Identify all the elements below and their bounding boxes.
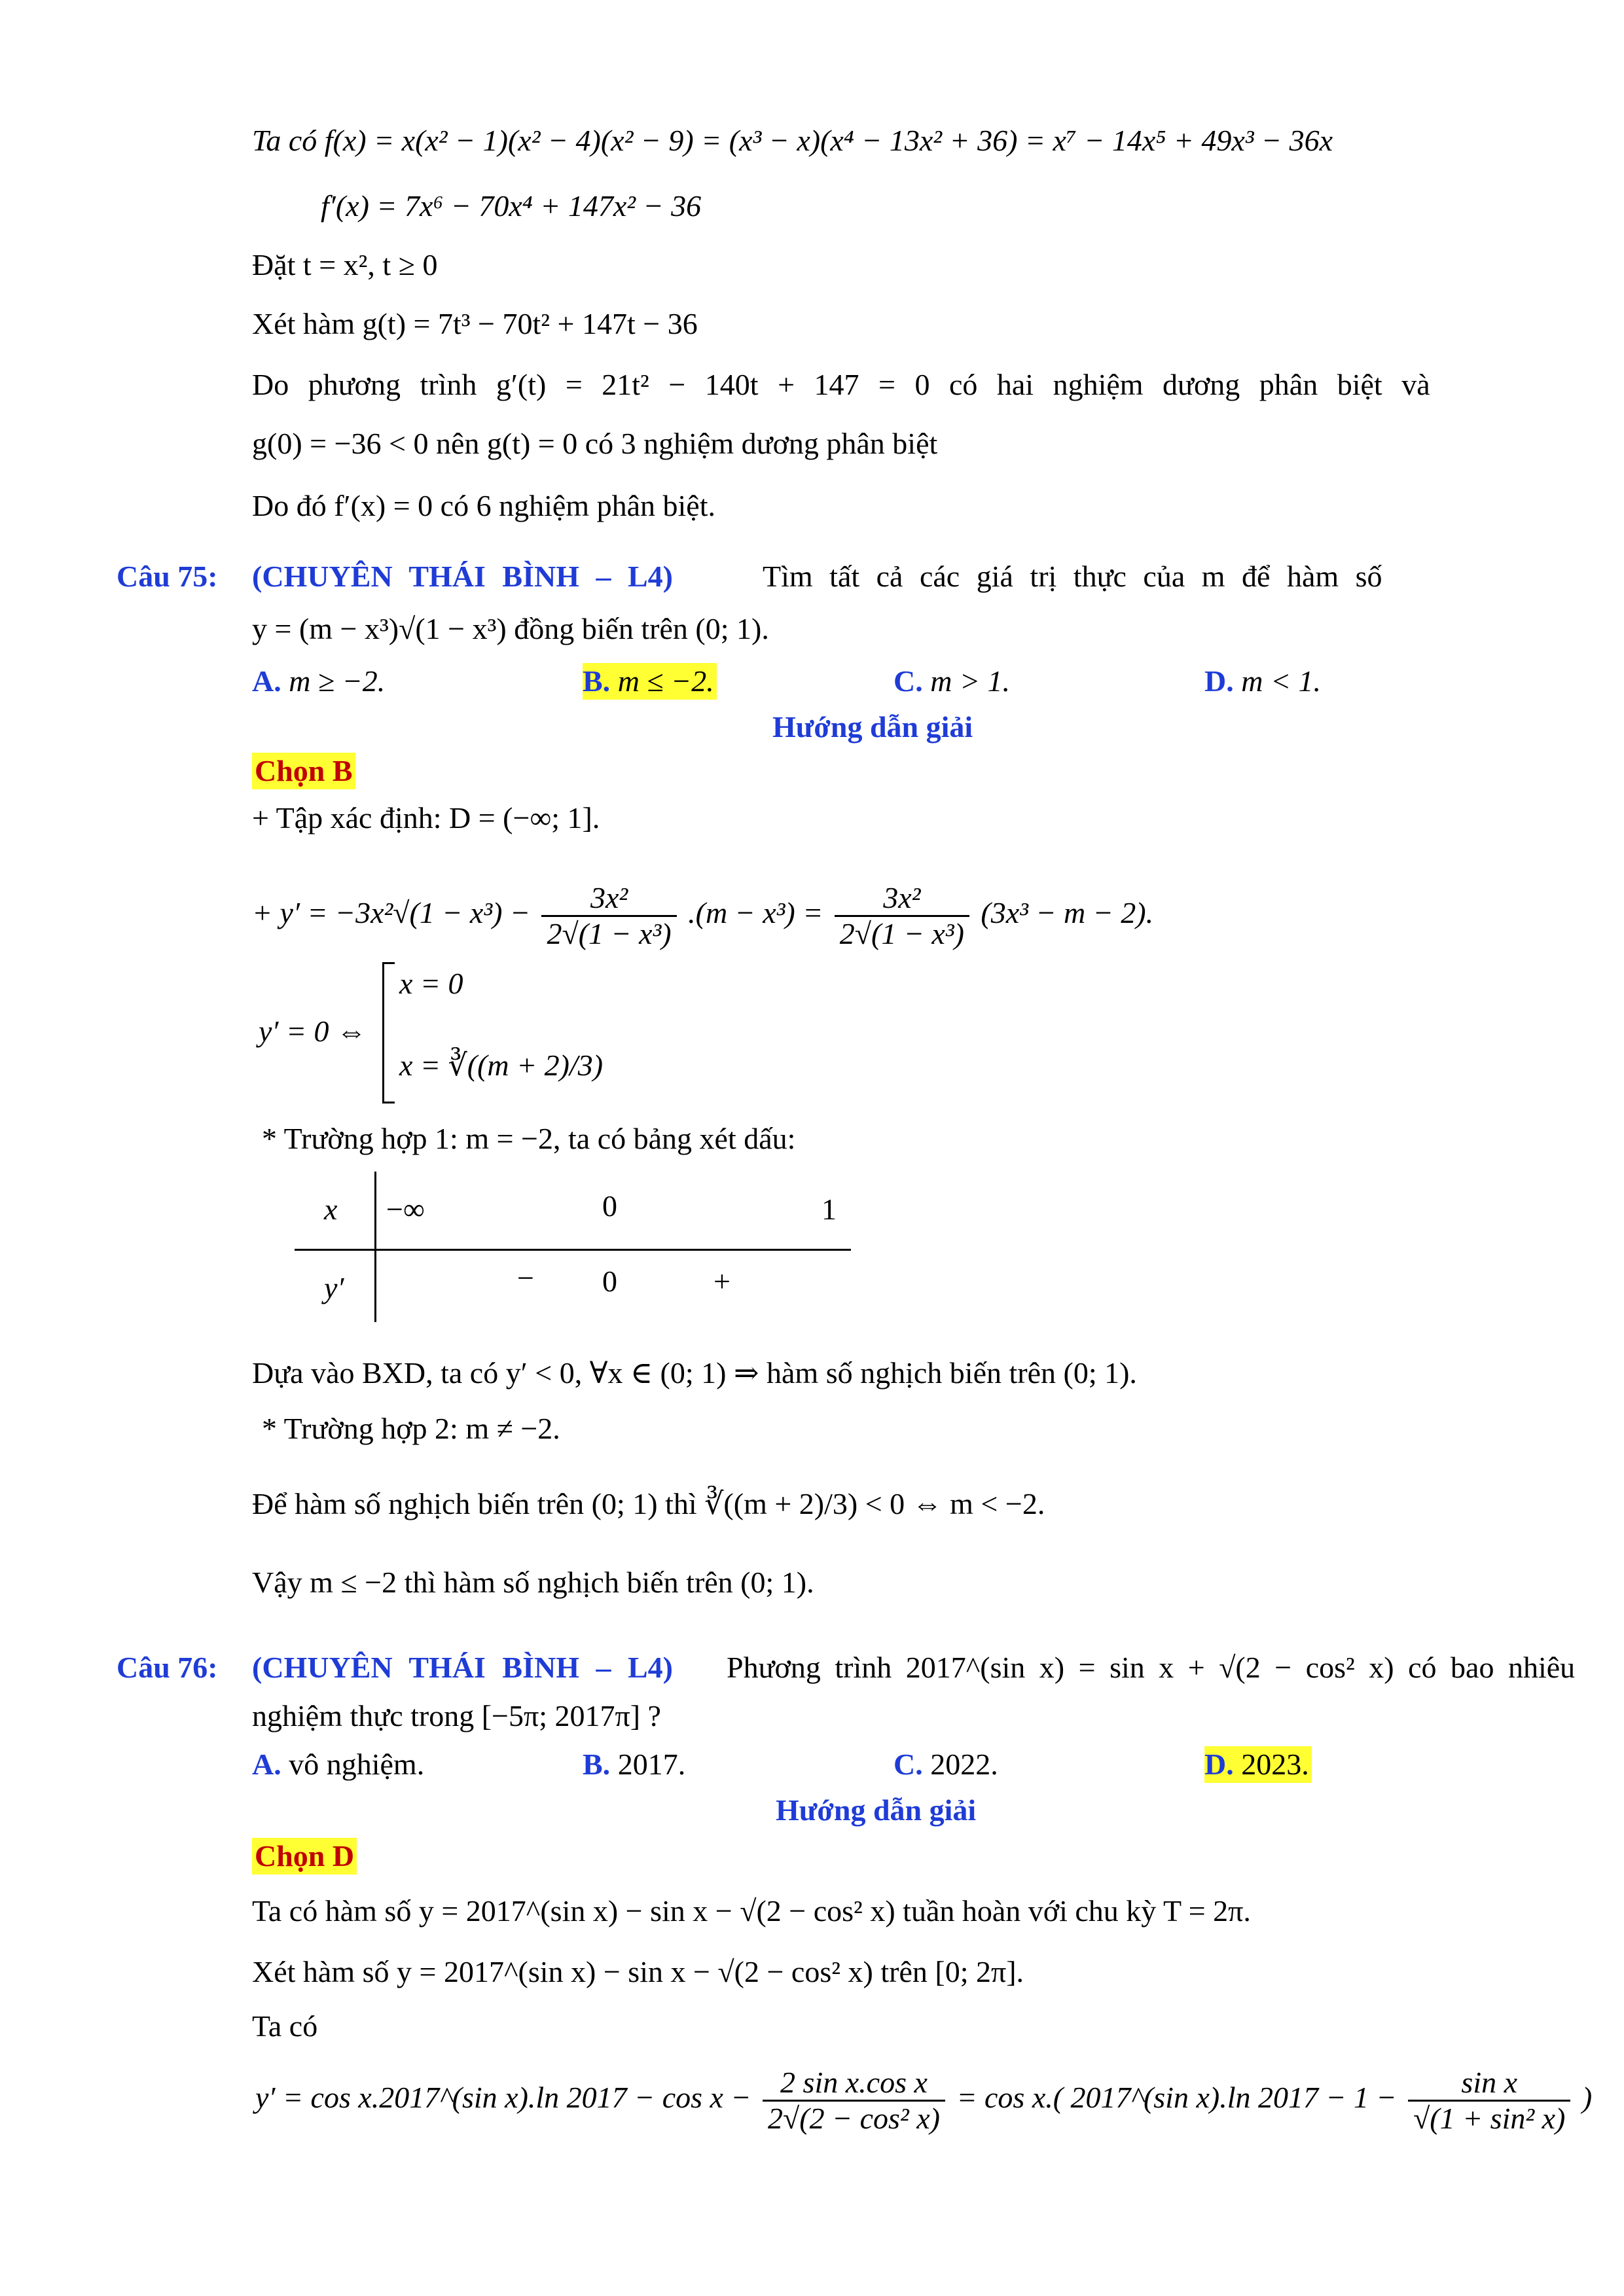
q75-deriv-frac1-den: 2√(1 − x³) <box>547 916 672 950</box>
q75-deriv-part-2: .(m − x³) = <box>688 896 823 929</box>
q76-option-c-letter: C. <box>893 1748 923 1781</box>
sign-table-x-one: 1 <box>821 1193 837 1226</box>
q75-option-c-text: m > 1. <box>930 664 1010 698</box>
q76-option-a-text: vô nghiệm. <box>289 1748 425 1781</box>
q76-deriv-frac1-den: 2√(2 − cos² x) <box>768 2101 940 2135</box>
q75-option-a <box>252 663 385 700</box>
sign-table-y-label: y′ <box>324 1271 344 1304</box>
sign-table-x-zero: 0 <box>602 1189 617 1223</box>
q76-deriv-part-2: = cos x.( 2017^(sin x).ln 2017 − 1 − <box>956 2081 1397 2114</box>
q76-guide-heading: Hướng dẫn giải <box>776 1793 977 1827</box>
sign-table-y-zero: 0 <box>602 1265 617 1298</box>
sign-table-x-label: x <box>324 1193 338 1226</box>
q76-deriv-frac1-num: 2 sin x.cos x <box>763 2066 945 2102</box>
q75-label: Câu 75: <box>117 560 218 593</box>
q75-deriv-part-1: + y′ = −3x²√(1 − x³) − <box>252 896 530 929</box>
q76-option-d-letter: D. <box>1204 1748 1234 1781</box>
q75-text-2: y = (m − x³)√(1 − x³) đồng biến trên (0; 1). <box>252 612 769 645</box>
sign-table-hline <box>295 1249 851 1251</box>
intro-line-2: f′(x) = 7x⁶ − 70x⁴ + 147x² − 36 <box>321 189 702 223</box>
q76-option-d-text: 2023. <box>1241 1748 1309 1781</box>
q75-option-a-letter: A. <box>252 664 281 698</box>
q76-text-1: Phương trình 2017^(sin x) = sin x + √(2 − cos² x) có bao nhiêu <box>727 1651 1576 1684</box>
sign-table-y-minus: − <box>517 1261 534 1295</box>
sign-table <box>295 1172 851 1322</box>
sign-table-y-plus: + <box>713 1265 731 1298</box>
q75-option-c <box>893 663 1010 700</box>
q76-option-d <box>1204 1746 1312 1783</box>
q75-critical-bracket <box>382 962 395 1103</box>
q75-option-d-text: m < 1. <box>1241 664 1321 698</box>
q75-option-b <box>583 663 717 700</box>
intro-line-5: Do phương trình g′(t) = 21t² − 140t + 147 = 0 có hai nghiệm dương phân biệt và <box>252 368 1430 401</box>
q75-deriv-fraction-1 <box>541 881 676 951</box>
q76-label: Câu 76: <box>117 1651 218 1684</box>
q75-deriv-frac2-num: 3x² <box>835 881 969 917</box>
q76-deriv-part-1: y′ = cos x.2017^(sin x).ln 2017 − cos x − <box>255 2081 751 2114</box>
q75-final: Vậy m ≤ −2 thì hàm số nghịch biến trên (0; 1). <box>252 1566 814 1599</box>
q75-deriv-fraction-2 <box>835 881 969 951</box>
q75-conclusion-case-1: Dựa vào BXD, ta có y′ < 0, ∀x ∈ (0; 1) ⇒ hàm số nghịch biến trên (0; 1). <box>252 1356 1137 1390</box>
q75-deriv-frac1-num: 3x² <box>541 881 676 917</box>
q76-option-a-letter: A. <box>252 1748 281 1781</box>
q76-source: (CHUYÊN THÁI BÌNH – L4) <box>252 1651 673 1684</box>
q76-option-c-text: 2022. <box>930 1748 998 1781</box>
q76-deriv-part-3: ) <box>1581 2081 1593 2114</box>
q76-option-b-letter: B. <box>583 1748 611 1781</box>
q75-option-c-letter: C. <box>893 664 923 698</box>
q76-option-a <box>252 1746 424 1783</box>
q76-deriv-fraction-1 <box>763 2066 945 2136</box>
q75-case-2: * Trường hợp 2: m ≠ −2. <box>262 1412 560 1445</box>
sign-table-x-neg-inf: −∞ <box>386 1193 425 1226</box>
q75-critical-lead: y′ = 0 ⇔ <box>259 1014 367 1048</box>
q75-choice: Chọn B <box>252 753 355 789</box>
q76-deriv-frac2-num: sin x <box>1408 2066 1570 2102</box>
intro-line-6: g(0) = −36 < 0 nên g(t) = 0 có 3 nghiệm dương phân biệt <box>252 427 938 460</box>
q76-step-interval: Xét hàm số y = 2017^(sin x) − sin x − √(2 − cos² x) trên [0; 2π]. <box>252 1955 1024 1988</box>
q75-step-domain: + Tập xác định: D = (−∞; 1]. <box>252 801 600 834</box>
q75-source: (CHUYÊN THÁI BÌNH – L4) <box>252 560 673 593</box>
q75-step-derivative <box>252 864 1153 962</box>
q76-deriv-fraction-2 <box>1408 2066 1570 2136</box>
sign-table-vline <box>374 1172 376 1322</box>
q76-option-b-text: 2017. <box>617 1748 686 1781</box>
q75-critical-root-2: x = ∛((m + 2)/3) <box>399 1049 604 1082</box>
q75-option-b-text: m ≤ −2. <box>617 664 714 698</box>
intro-line-4: Xét hàm g(t) = 7t³ − 70t² + 147t − 36 <box>252 307 698 340</box>
q76-choice: Chọn D <box>252 1838 357 1874</box>
q75-option-d-letter: D. <box>1204 664 1234 698</box>
q75-option-b-letter: B. <box>583 664 611 698</box>
q76-text-2: nghiệm thực trong [−5π; 2017π] ? <box>252 1699 661 1732</box>
q75-condition-case-2: Để hàm số nghịch biến trên (0; 1) thì ∛((m + 2)/3) < 0 ⇔ m < −2. <box>252 1487 1045 1520</box>
intro-line-3: Đặt t = x², t ≥ 0 <box>252 248 438 281</box>
q76-step-taco: Ta có <box>252 2009 318 2043</box>
q75-deriv-part-3: (3x³ − m − 2). <box>981 896 1154 929</box>
q75-case-1: * Trường hợp 1: m = −2, ta có bảng xét dấu: <box>262 1122 796 1155</box>
q75-deriv-frac2-den: 2√(1 − x³) <box>839 916 964 950</box>
q75-guide-heading: Hướng dẫn giải <box>772 710 973 744</box>
q75-option-a-text: m ≥ −2. <box>289 664 386 698</box>
q76-step-derivative <box>255 2049 1592 2147</box>
q75-option-d <box>1204 663 1321 700</box>
q76-option-b <box>583 1746 685 1783</box>
q76-option-c <box>893 1746 998 1783</box>
q76-step-periodic: Ta có hàm số y = 2017^(sin x) − sin x − √(2 − cos² x) tuần hoàn với chu kỳ T = 2π. <box>252 1894 1251 1928</box>
q76-deriv-frac2-den: √(1 + sin² x) <box>1413 2101 1566 2135</box>
q75-text-1: Tìm tất cả các giá trị thực của m để hàm số <box>763 560 1382 593</box>
intro-line-1: Ta có f(x) = x(x² − 1)(x² − 4)(x² − 9) = (x³ − x)(x⁴ − 13x² + 36) = x⁷ − 14x⁵ + 49x³ − 36x <box>252 124 1333 157</box>
intro-line-7: Do đó f′(x) = 0 có 6 nghiệm phân biệt. <box>252 489 715 522</box>
q75-critical-root-1: x = 0 <box>399 967 463 1000</box>
